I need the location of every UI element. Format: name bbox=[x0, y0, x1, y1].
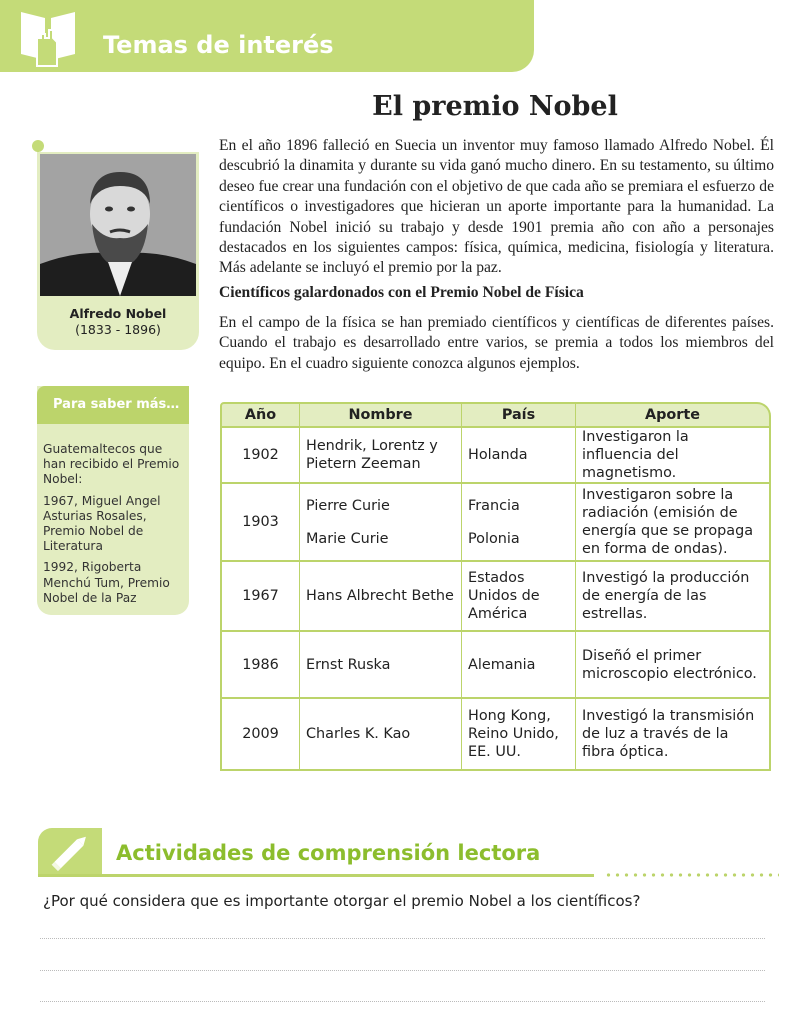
activities-banner bbox=[38, 828, 102, 876]
cell-year: 1986 bbox=[220, 632, 300, 699]
table-row bbox=[220, 562, 771, 632]
column-header-year: Año bbox=[220, 402, 300, 428]
cell-name: Hans Albrecht Bethe bbox=[300, 562, 462, 632]
table-row bbox=[220, 632, 771, 699]
page-title: El premio Nobel bbox=[372, 91, 618, 122]
sidebar-more-info bbox=[37, 386, 189, 615]
sidebar-item: 1992, Rigoberta Menchú Tum, Premio Nobel de la Paz bbox=[43, 560, 170, 605]
cell-name: Ernst Ruska bbox=[300, 632, 462, 699]
answer-line[interactable] bbox=[40, 970, 765, 971]
answer-line[interactable] bbox=[40, 938, 765, 939]
nobel-table bbox=[220, 402, 771, 771]
activities-divider bbox=[38, 874, 594, 877]
portrait-name: Alfredo Nobel bbox=[69, 306, 167, 321]
portrait-illustration bbox=[40, 154, 196, 296]
column-header-contribution: Aporte bbox=[576, 402, 771, 428]
activities-dots bbox=[604, 873, 779, 877]
activities-title: Actividades de comprensión lectora bbox=[116, 841, 541, 865]
cell-contribution: Investigaron la influencia del magnetismo. bbox=[576, 428, 771, 484]
cell-contribution: Investigó la producción de energía de las estrellas. bbox=[576, 562, 771, 632]
table-header-row bbox=[220, 402, 771, 428]
intro-paragraph: En el año 1896 falleció en Suecia un inventor muy famoso llamado Alfredo Nobel. Él descubrió la dinamita y durante su vida ganó mucho dinero. En su testamento, su último deseo fue crear una fundación con el objetivo de que cada año se premiara el esfuerzo de científicos o investigadores que hicieran un aporte importante para la humanidad. La fundación Nobel inició su trabajo y desde 1901 premia año con año a personajes destacados en los siguientes campos: física, química, medicina, fisiología y literatura. Más adelante se incluyó el premio por la paz. bbox=[219, 137, 774, 277]
cell-year: 1967 bbox=[220, 562, 300, 632]
cell-name bbox=[300, 484, 462, 562]
cell-country bbox=[462, 484, 576, 562]
physics-paragraph: En el campo de la física se han premiado científicos y científicas de diferentes países. Cuando el trabajo es desarrollado entre varios, se premia a todos los miembros del equipo. En el cuadro siguiente conozca algunos ejemplos. bbox=[219, 314, 774, 372]
pencil-icon bbox=[38, 828, 102, 876]
column-header-country: País bbox=[462, 402, 576, 428]
sidebar-intro: Guatemaltecos que han recibido el Premio Nobel: bbox=[43, 442, 180, 487]
portrait-years: (1833 - 1896) bbox=[75, 322, 161, 337]
portrait-card bbox=[37, 152, 199, 350]
sidebar-item: 1967, Miguel Angel Asturias Rosales, Premio Nobel de Literatura bbox=[43, 493, 161, 554]
table-row bbox=[220, 484, 771, 562]
cell-name-line: Pierre Curie bbox=[306, 497, 390, 514]
section-header bbox=[0, 0, 534, 72]
comprehension-question: ¿Por qué considera que es importante otorgar el premio Nobel a los científicos? bbox=[43, 892, 641, 910]
cell-contribution: Diseñó el primer microscopio electrónico. bbox=[576, 632, 771, 699]
portrait-photo bbox=[40, 154, 196, 296]
open-book-hand-icon bbox=[17, 8, 79, 70]
sidebar-header bbox=[37, 386, 189, 424]
pin-dot bbox=[32, 140, 44, 152]
answer-line[interactable] bbox=[40, 1001, 765, 1002]
column-header-name: Nombre bbox=[300, 402, 462, 428]
sidebar-body bbox=[43, 442, 183, 612]
cell-country: Alemania bbox=[462, 632, 576, 699]
cell-country: Holanda bbox=[462, 428, 576, 484]
table-row bbox=[220, 699, 771, 771]
cell-contribution: Investigó la transmisión de luz a través de la fibra óptica. bbox=[576, 699, 771, 771]
cell-name: Hendrik, Lorentz y Pietern Zeeman bbox=[300, 428, 462, 484]
cell-country-line: Francia bbox=[468, 497, 520, 514]
cell-country-line: Polonia bbox=[468, 530, 520, 547]
cell-year: 1903 bbox=[220, 484, 300, 562]
cell-name: Charles K. Kao bbox=[300, 699, 462, 771]
cell-contribution: Investigaron sobre la radiación (emisión de energía que se propaga en forma de ondas). bbox=[576, 484, 771, 562]
section-title: Temas de interés bbox=[103, 31, 334, 59]
cell-country: Hong Kong, Reino Unido, EE. UU. bbox=[462, 699, 576, 771]
table-row bbox=[220, 428, 771, 484]
sidebar-title: Para saber más… bbox=[53, 397, 180, 412]
subheading: Científicos galardonados con el Premio Nobel de Física bbox=[219, 284, 584, 301]
cell-year: 2009 bbox=[220, 699, 300, 771]
cell-name-line: Marie Curie bbox=[306, 530, 389, 547]
cell-country: Estados Unidos de América bbox=[462, 562, 576, 632]
cell-year: 1902 bbox=[220, 428, 300, 484]
